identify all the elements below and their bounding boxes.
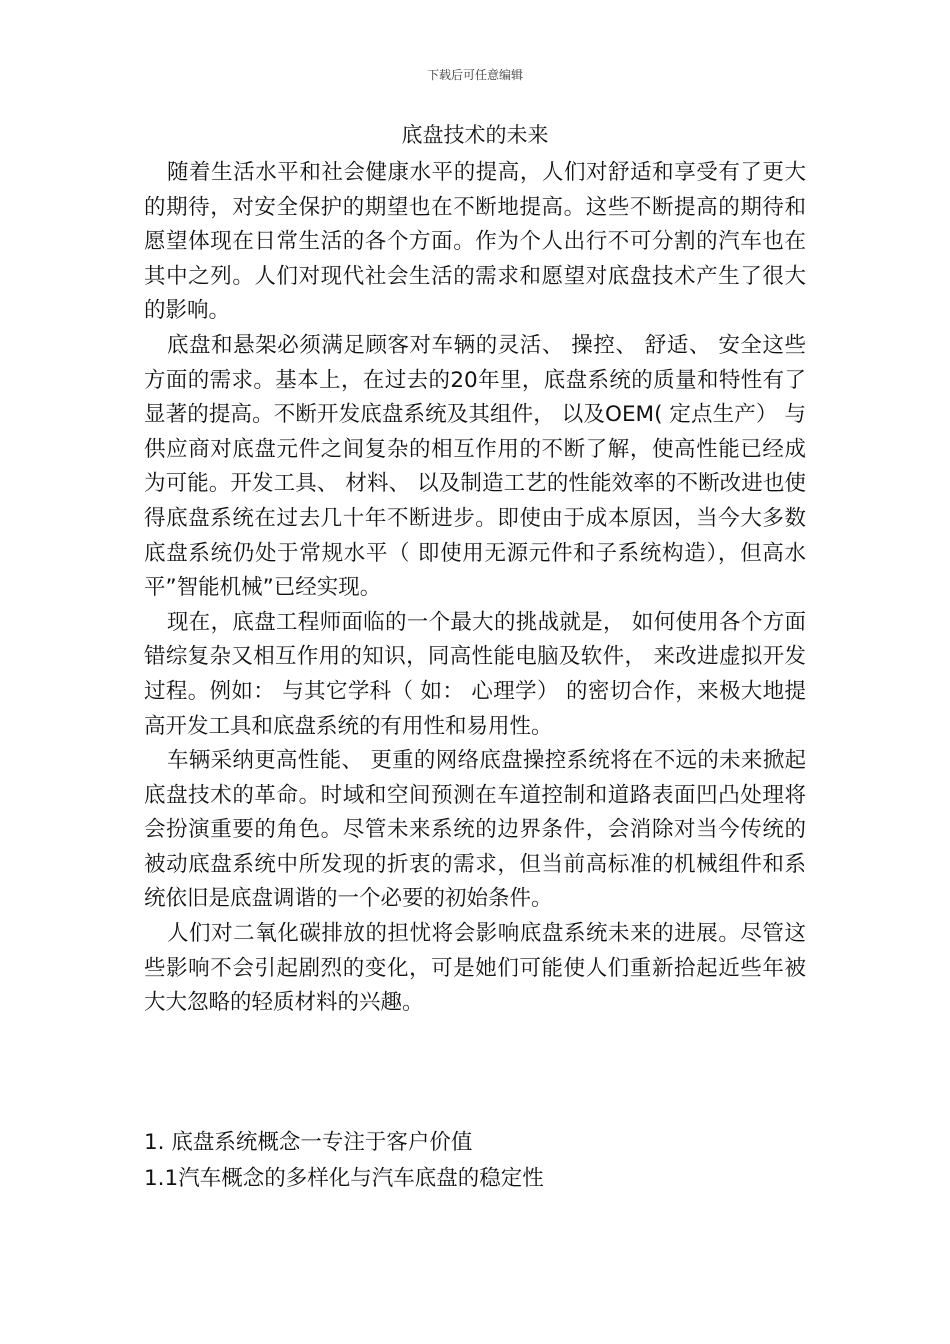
- article-body: [144, 156, 806, 1021]
- page-header-note: 下载后可任意编辑: [426, 68, 523, 82]
- document-title: 底盘技术的未来: [401, 123, 549, 147]
- paragraph-3: 现在，底盘工程师面临的一个最大的挑战就是， 如何使用各个方面错综复杂又相互作用的知识，同高性能电脑及软件， 来改进虚拟开发过程。例如： 与其它学科（ 如： 心理学） 的密切合作，来极大地提高开发工具和底盘系统的有用性和易用性。: [144, 609, 806, 739]
- paragraph-4: 车辆采纳更高性能、 更重的网络底盘操控系统将在不远的未来掀起底盘技术的革命。时域和空间预测在车道控制和道路表面凹凸处理将会扮演重要的角色。尽管未来系统的边界条件，会消除对当今传统的被动底盘系统中所发现的折衷的需求，但当前高标准的机械组件和系统依旧是底盘调谐的一个必要的初始条件。: [144, 748, 806, 912]
- section-heading-1: 1. 底盘系统概念一专注于客户价值: [144, 1130, 473, 1155]
- paragraph-5: 人们对二氧化碳排放的担忧将会影响底盘系统未来的进展。尽管这些影响不会引起剧烈的变化，可是她们可能使人们重新拾起近些年被大大忽略的轻质材料的兴趣。: [144, 921, 806, 1016]
- paragraph-1: 随着生活水平和社会健康水平的提高，人们对舒适和享受有了更大的期待，对安全保护的期望也在不断地提高。这些不断提高的期待和愿望体现在日常生活的各个方面。作为个人出行不可分割的汽车也在其中之列。人们对现代社会生活的需求和愿望对底盘技术产生了很大的影响。: [144, 160, 806, 324]
- section-heading-1-1: 1.1汽车概念的多样化与汽车底盘的稳定性: [144, 1166, 544, 1191]
- paragraph-2: 底盘和悬架必须满足顾客对车辆的灵活、 操控、 舒适、 安全这些方面的需求。基本上，在过去的20年里，底盘系统的质量和特性有了显著的提高。不断开发底盘系统及其组件， 以及OEM( 定点生产） 与供应商对底盘元件之间复杂的相互作用的不断了解，使高性能已经成为可能。开发工具、 材料、 以及制造工艺的性能效率的不断改进也使得底盘系统在过去几十年不断进步。即使由于成本原因，当今大多数底盘系统仍处于常规水平（ 即使用无源元件和子系统构造），但高水平”智能机械”已经实现。: [144, 332, 806, 601]
